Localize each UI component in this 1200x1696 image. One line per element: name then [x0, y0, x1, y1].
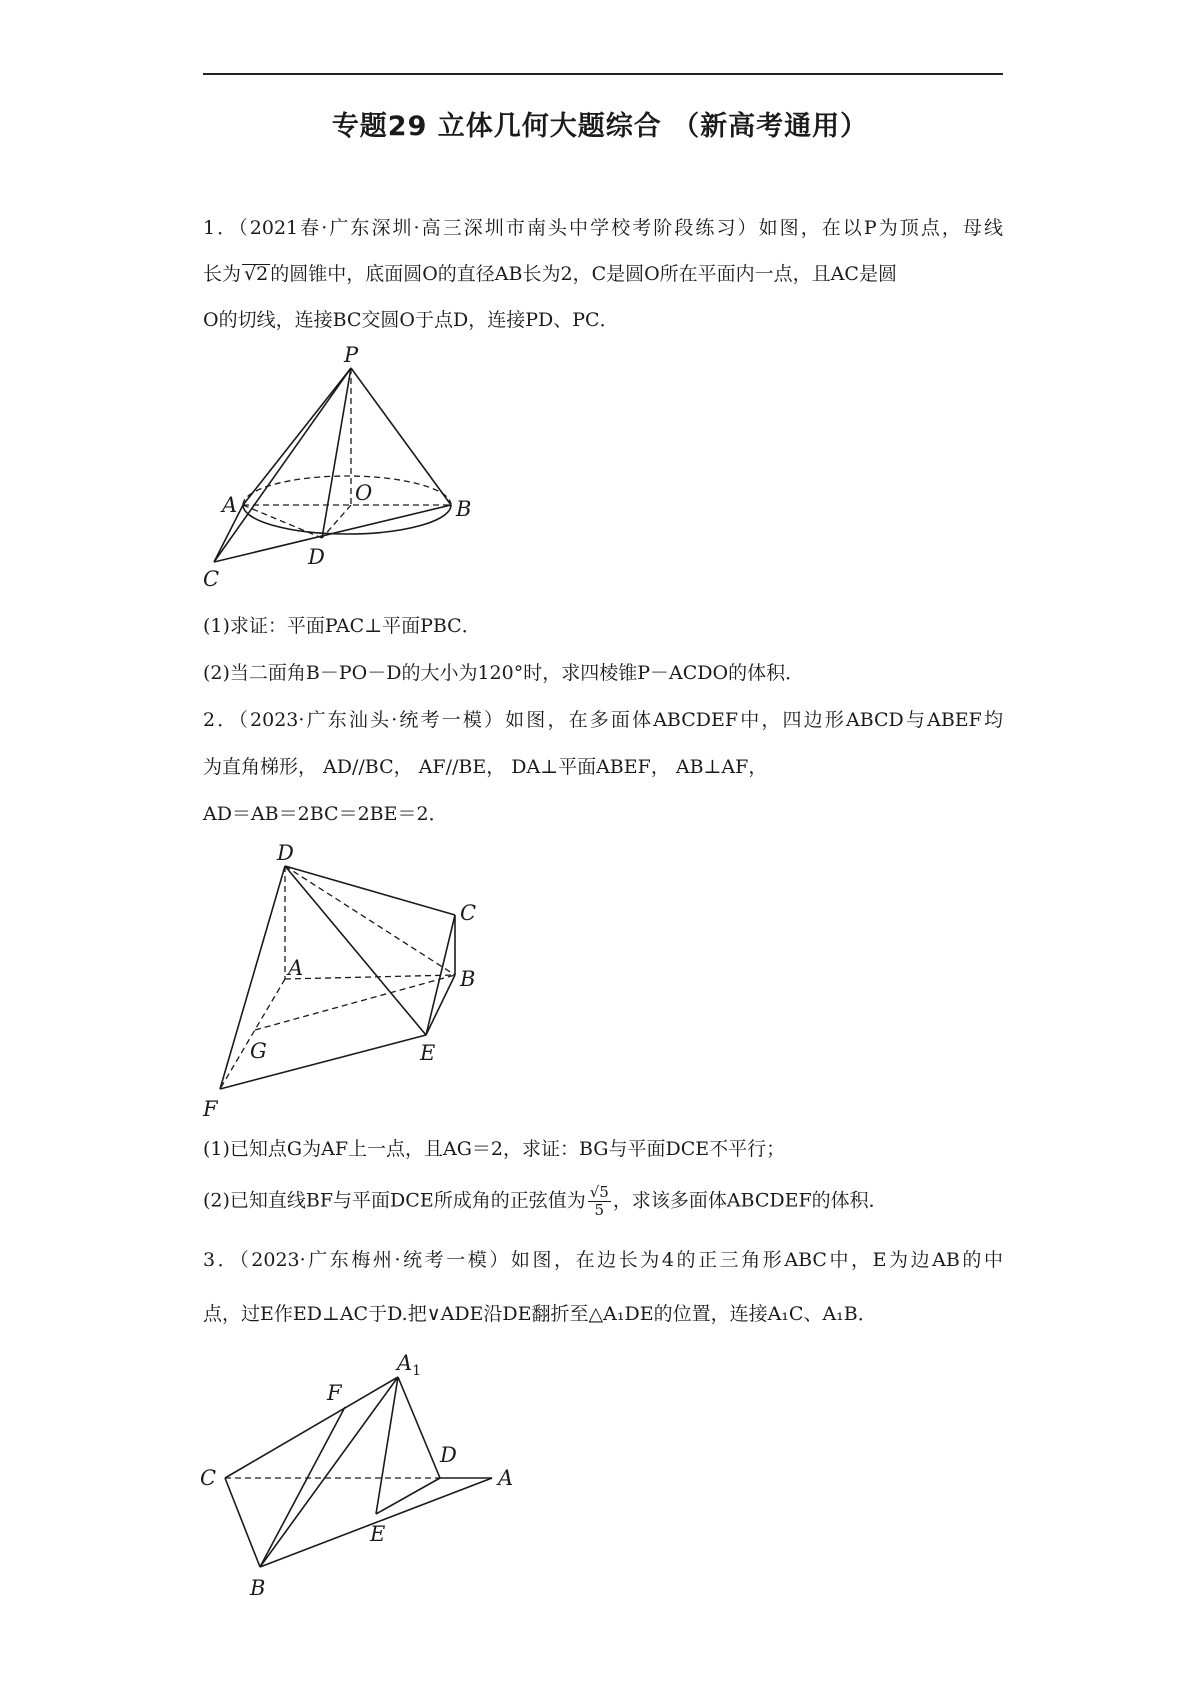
- q2-line-2: 为直角梯形， AD//BC， AF//BE， DA⊥平面ABEF， AB⊥AF，: [203, 756, 768, 778]
- label-E: E: [420, 1041, 436, 1065]
- label-O: O: [355, 481, 373, 505]
- header-rule: [203, 73, 1003, 75]
- label-B: B: [250, 1576, 266, 1600]
- label-A: A: [222, 493, 238, 517]
- q2-line-1: 2．（2023·广东汕头·统考一模）如图，在多面体ABCDEF中，四边形ABCD与ABEF均: [203, 709, 1003, 731]
- label-P: P: [344, 343, 359, 367]
- q3-line-2: 点，过E作ED⊥AC于D.把∨ADE沿DE翻折至△A₁DE的位置，连接A₁C、A₁B．: [203, 1303, 877, 1325]
- label-A1: $A_1$: [397, 1351, 422, 1379]
- q1-cone-figure: [200, 343, 500, 600]
- q1-line-1: 1．（2021春·广东深圳·高三深圳市南头中学校考阶段练习）如图，在以P为顶点，母线: [203, 217, 1003, 239]
- label-A: A: [288, 956, 304, 980]
- label-C: C: [200, 1466, 217, 1490]
- label-C: C: [460, 901, 477, 925]
- q1-part-1: (1)求证：平面PAC⊥平面PBC．: [203, 615, 481, 637]
- label-C: C: [203, 567, 220, 591]
- label-D: D: [308, 545, 325, 569]
- q1-line-3: O的切线，连接BC交圆O于点D，连接PD、PC．: [203, 309, 619, 331]
- label-D: D: [277, 841, 294, 865]
- label-D: D: [440, 1443, 457, 1467]
- sqrt-symbol: √2: [244, 263, 269, 285]
- fraction: $\frac{√5}{5}$: [589, 1183, 609, 1219]
- label-F: F: [327, 1381, 342, 1405]
- label-G: G: [250, 1039, 267, 1063]
- q2-line-3: AD＝AB＝2BC＝2BE＝2．: [203, 803, 448, 825]
- label-B: B: [460, 967, 476, 991]
- page-title: 专题29 立体几何大题综合 （新高考通用）: [331, 111, 869, 142]
- label-E: E: [370, 1522, 386, 1546]
- label-B: B: [456, 497, 472, 521]
- q3-line-1: 3．（2023·广东梅州·统考一模）如图，在边长为4的正三角形ABC中，E为边AB的中: [203, 1249, 1003, 1271]
- q3-fold-figure: [200, 1350, 520, 1610]
- q2-part-1: (1)已知点G为AF上一点，且AG＝2，求证：BG与平面DCE不平行；: [203, 1138, 786, 1160]
- label-A: A: [498, 1466, 514, 1490]
- q2-polyhedron-figure: [200, 840, 500, 1130]
- label-F: F: [203, 1097, 218, 1121]
- q1-line-2: 长为 √2 的圆锥中，底面圆O的直径AB长为2，C是圆O所在平面内一点，且AC是圆: [203, 263, 897, 285]
- q2-part-2: (2)已知直线BF与平面DCE所成角的正弦值为 $\frac{√5}{5}$ ，求该多面体ABCDEF的体积．: [203, 1183, 888, 1219]
- q1-part-2: (2)当二面角B－PO－D的大小为120°时，求四棱锥P－ACDO的体积．: [203, 662, 805, 684]
